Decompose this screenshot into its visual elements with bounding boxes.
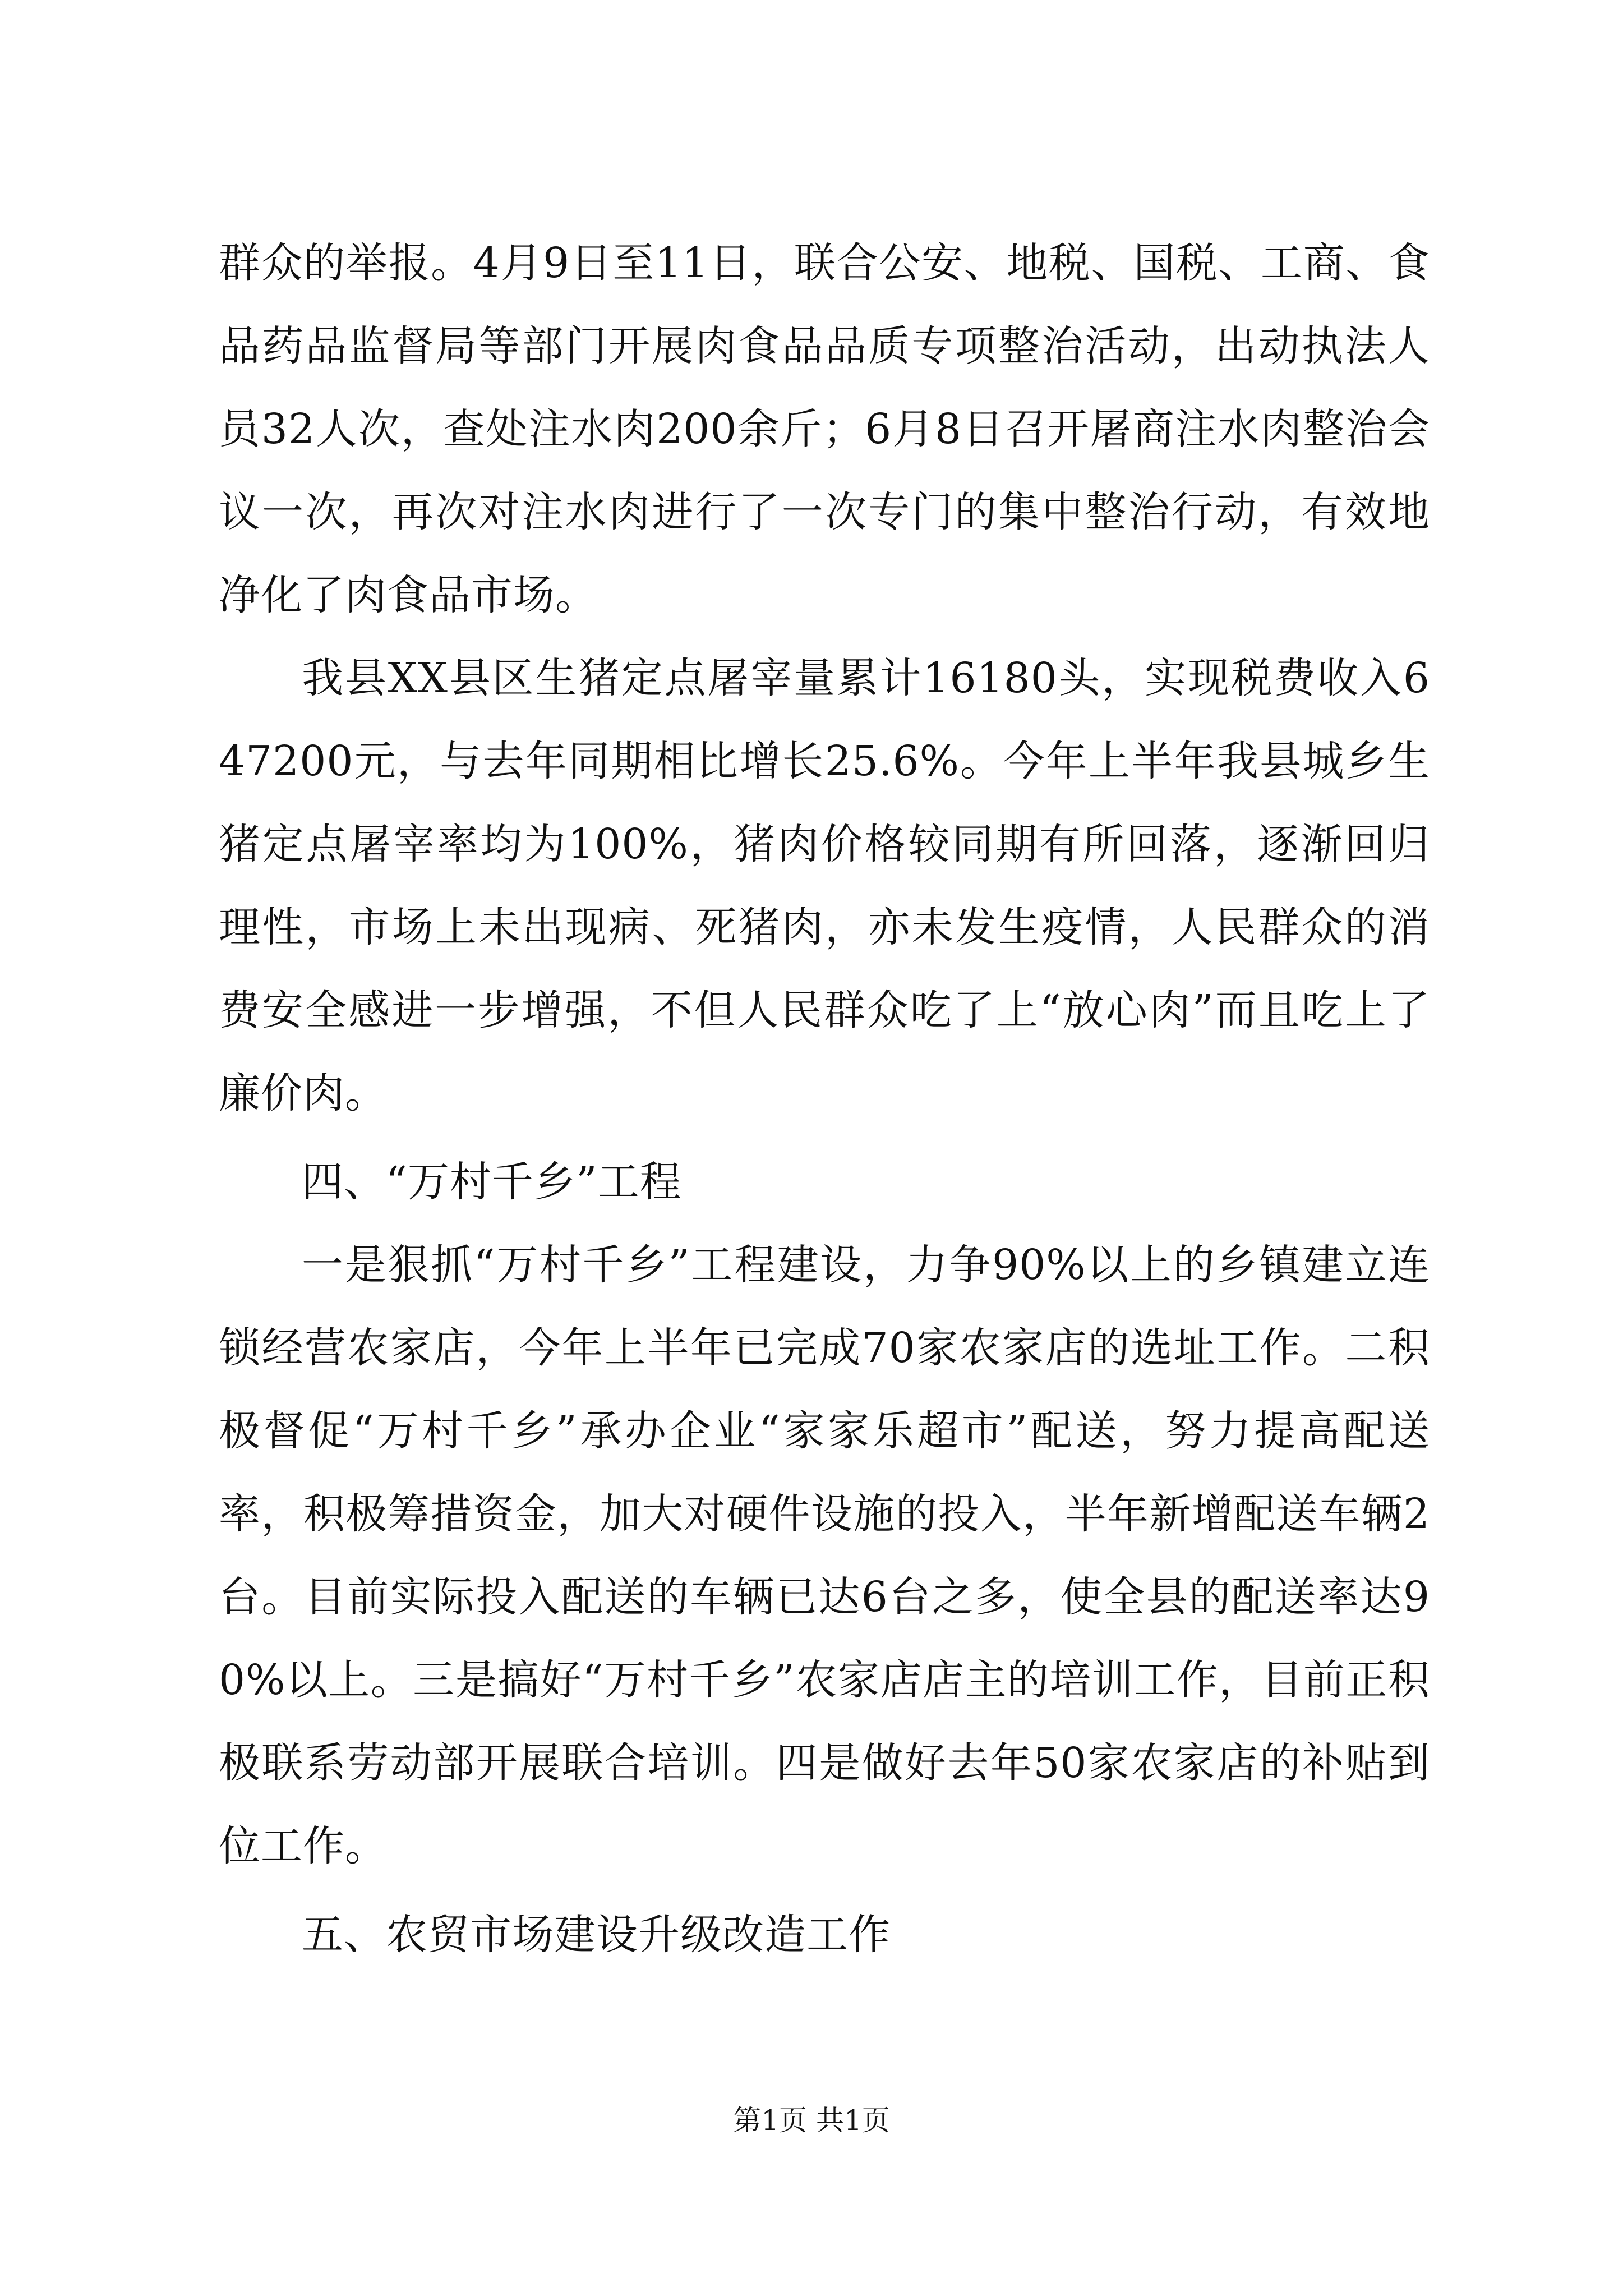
section-heading-five: 五、农贸市场建设升级改造工作 — [302, 1911, 891, 1959]
document-body — [219, 222, 1430, 1976]
paragraph-continued-report: 群众的举报。4月9日至11日，联合公安、地税、国税、工商、食品药品监督局等部门开展肉食品品质专项整治活动，出动执法人员32人次，查处注水肉200余斤；6月8日召开屠商注水肉整治会议一次，再次对注水肉进行了一次专门的集中整治行动，有效地净化了肉食品市场。 — [219, 239, 1430, 619]
page-number-footer: 第1页 共1页 — [733, 2104, 890, 2137]
paragraph-village-project: 一是狠抓“万村千乡”工程建设，力争90%以上的乡镇建立连锁经营农家店，今年上半年已完成70家农家店的选址工作。二积极督促“万村千乡”承办企业“家家乐超市”配送，努力提高配送率，积极筹措资金，加大对硬件设施的投入，半年新增配送车辆2台。目前实际投入配送的车辆已达6台之多，使全县的配送率达90%以上。三是搞好“万村千乡”农家店店主的培训工作，目前正积极联系劳动部开展联合培训。四是做好去年50家农家店的补贴到位工作。 — [219, 1241, 1430, 1870]
section-heading-four: 四、“万村千乡”工程 — [302, 1158, 682, 1206]
paragraph-slaughter-statistics: 我县XX县区生猪定点屠宰量累计16180头，实现税费收入647200元，与去年同期相比增长25.6%。今年上半年我县城乡生猪定点屠宰率均为100%，猪肉价格较同期有所回落，逐渐回归理性，市场上未出现病、死猪肉，亦未发生疫情，人民群众的消费安全感进一步增强，不但人民群众吃了上“放心肉”而且吃上了廉价肉。 — [219, 654, 1430, 1117]
